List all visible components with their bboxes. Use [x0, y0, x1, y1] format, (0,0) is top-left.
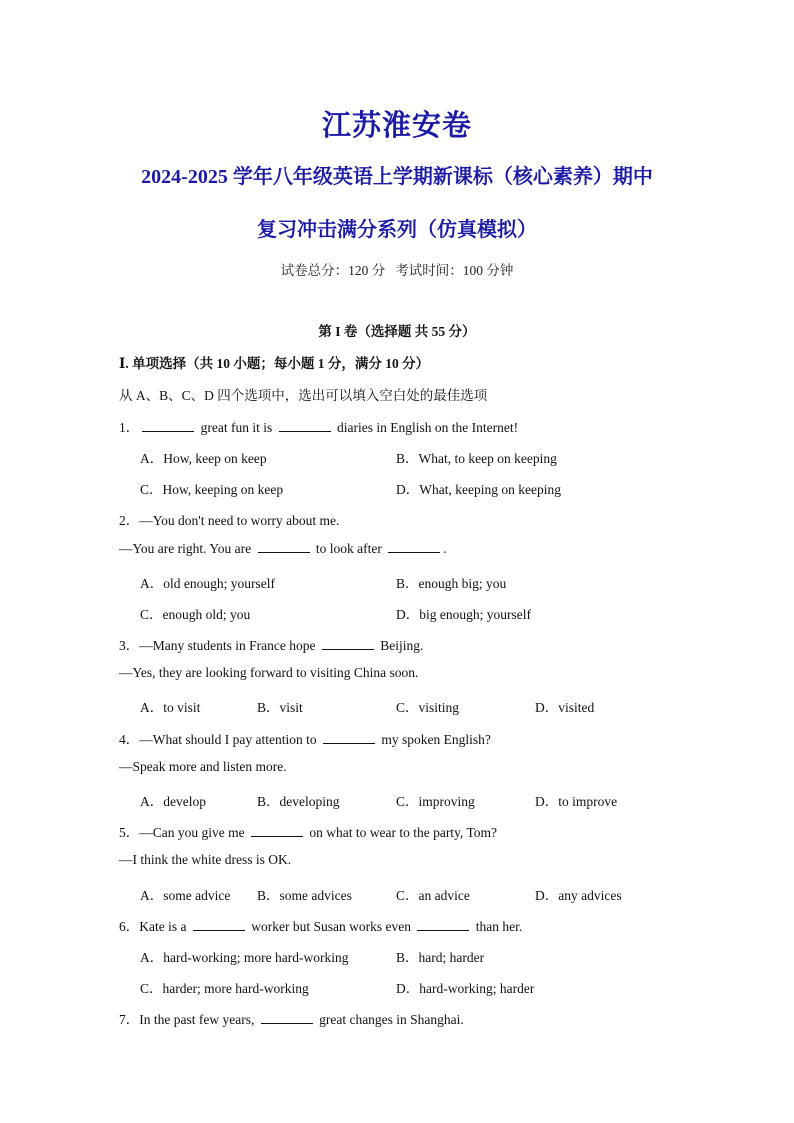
answer-blank: [322, 637, 374, 650]
option-a[interactable]: A．some advice: [140, 888, 231, 903]
option-d[interactable]: D．any advices: [535, 888, 622, 903]
question-2: [119, 509, 339, 529]
option-c[interactable]: C．enough old; you: [140, 607, 251, 622]
question-6: [119, 915, 522, 935]
option-b[interactable]: B．hard; harder: [396, 950, 485, 965]
question-text: —Can you give me: [139, 825, 248, 840]
question-number: 3．: [119, 638, 140, 653]
exam-title: 江苏淮安卷: [321, 110, 472, 142]
question-text: In the past few years,: [139, 1012, 258, 1027]
option-a[interactable]: A．old enough; yourself: [140, 576, 275, 591]
question-number: 7．: [119, 1012, 140, 1027]
answer-blank: [279, 419, 331, 432]
option-b[interactable]: B．developing: [257, 794, 340, 809]
answer-blank: [388, 540, 440, 553]
answer-blank: [142, 419, 194, 432]
answer-blank: [251, 824, 303, 837]
question-text: than her.: [472, 919, 523, 934]
exam-meta: [0, 259, 794, 279]
volume-title: 第 I 卷（选择题 共 55 分）: [318, 324, 476, 339]
question-7: [119, 1008, 464, 1028]
question-text: my spoken English?: [377, 732, 491, 747]
question-text: —You don't need to worry about me.: [139, 513, 340, 528]
question-text: —What should I pay attention to: [139, 732, 320, 747]
option-c[interactable]: C．improving: [396, 794, 475, 809]
question-4: [119, 728, 491, 748]
option-a[interactable]: A．develop: [140, 794, 206, 809]
exam-time: 考试时间：100 分钟: [395, 263, 514, 278]
question-text: great fun it is: [197, 420, 276, 435]
option-d[interactable]: D．visited: [535, 700, 595, 715]
question-text: on what to wear to the party, Tom?: [305, 825, 497, 840]
question-text: Kate is a: [139, 919, 190, 934]
option-a[interactable]: A．to visit: [140, 700, 201, 715]
answer-blank: [417, 918, 469, 931]
answer-blank: [258, 540, 310, 553]
question-number: 2．: [119, 513, 140, 528]
question-2-line2: [119, 540, 447, 557]
answer-blank: [193, 918, 245, 931]
question-text: —Many students in France hope: [139, 638, 319, 653]
option-d[interactable]: D．to improve: [535, 794, 618, 809]
option-b[interactable]: B．visit: [257, 700, 303, 715]
question-number: 4．: [119, 732, 140, 747]
exam-subtitle-line2: 复习冲击满分系列（仿真模拟）: [257, 219, 537, 241]
answer-blank: [261, 1011, 313, 1024]
part-title: Ⅰ. 单项选择（共 10 小题；每小题 1 分，满分 10 分）: [119, 356, 430, 371]
option-d[interactable]: D．What, keeping on keeping: [396, 482, 561, 497]
option-c[interactable]: C．How, keeping on keep: [140, 482, 284, 497]
question-number: 1．: [119, 420, 140, 435]
question-text: great changes in Shanghai.: [315, 1012, 464, 1027]
question-3-line2: —Yes, they are looking forward to visiting China soon.: [119, 665, 419, 680]
question-1: [119, 416, 518, 436]
option-b[interactable]: B．some advices: [257, 888, 352, 903]
option-c[interactable]: C．an advice: [396, 888, 470, 903]
question-text: .: [443, 541, 447, 556]
option-d[interactable]: D．big enough; yourself: [396, 607, 531, 622]
option-b[interactable]: B．enough big; you: [396, 576, 507, 591]
question-4-line2: —Speak more and listen more.: [119, 759, 287, 774]
question-text: diaries in English on the Internet!: [333, 420, 519, 435]
option-d[interactable]: D．hard-working; harder: [396, 981, 535, 996]
question-text: worker but Susan works even: [247, 919, 415, 934]
question-number: 5．: [119, 825, 140, 840]
question-text: Beijing.: [376, 638, 424, 653]
question-number: 6．: [119, 919, 140, 934]
answer-blank: [323, 731, 375, 744]
question-3: [119, 634, 423, 654]
exam-subtitle-line1: 2024-2025 学年八年级英语上学期新课标（核心素养）期中: [141, 166, 653, 188]
question-text: to look after: [312, 541, 386, 556]
option-c[interactable]: C．harder; more hard-working: [140, 981, 309, 996]
question-text: —You are right. You are: [119, 541, 255, 556]
question-5-line2: —I think the white dress is OK.: [119, 852, 292, 867]
option-b[interactable]: B．What, to keep on keeping: [396, 451, 557, 466]
option-a[interactable]: A．How, keep on keep: [140, 451, 267, 466]
option-c[interactable]: C．visiting: [396, 700, 460, 715]
question-5: [119, 821, 497, 841]
instruction: 从 A、B、C、D 四个选项中，选出可以填入空白处的最佳选项: [119, 388, 488, 403]
option-a[interactable]: A．hard-working; more hard-working: [140, 950, 349, 965]
total-score: 试卷总分：120 分: [280, 263, 386, 278]
